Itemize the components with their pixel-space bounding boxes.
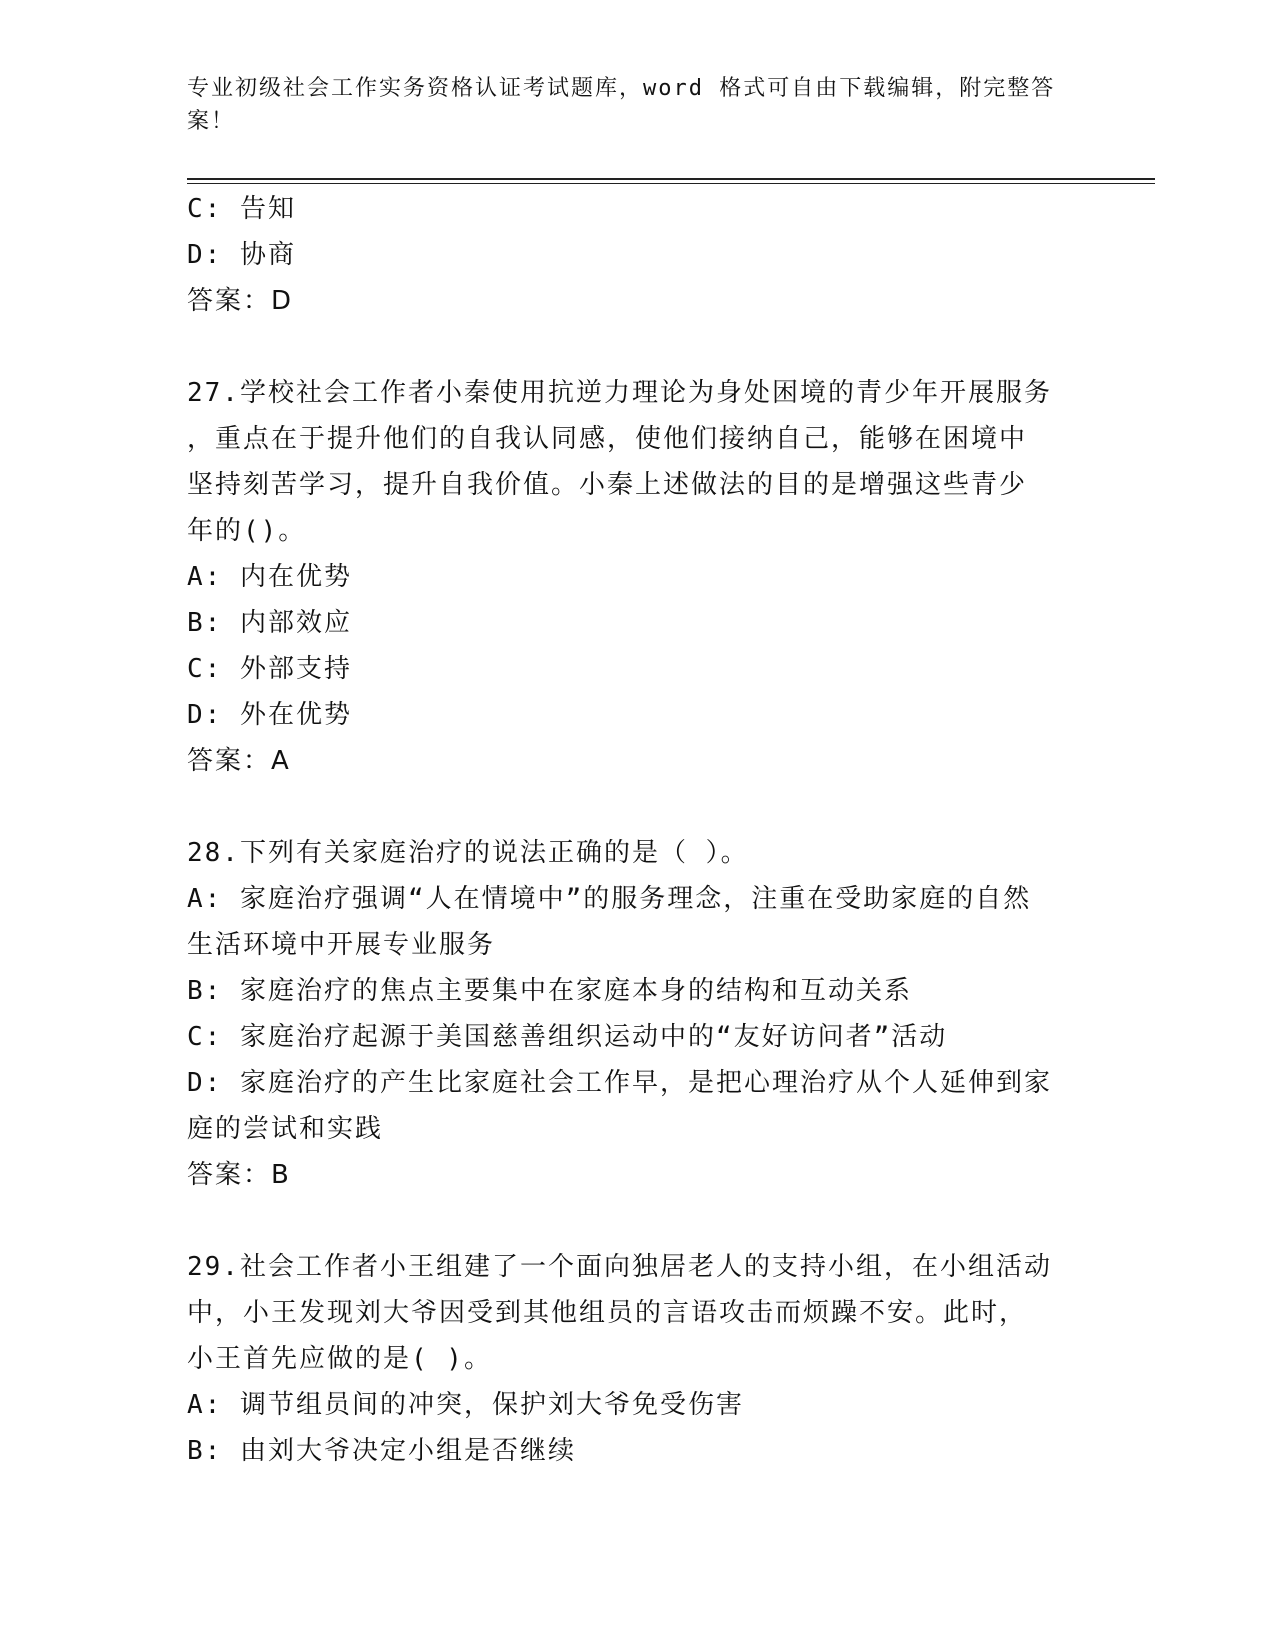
answer-label: 答案：A bbox=[187, 746, 291, 776]
question-stem: 年的()。 bbox=[187, 516, 307, 546]
question-28 bbox=[187, 830, 1087, 1198]
header-line-1: 专业初级社会工作实务资格认证考试题库，word 格式可自由下载编辑，附完整答 bbox=[187, 76, 1056, 101]
page-header bbox=[187, 72, 1077, 138]
option-c: C: 家庭治疗起源于美国慈善组织运动中的“友好访问者”活动 bbox=[187, 1022, 948, 1052]
option-a-continued: 生活环境中开展专业服务 bbox=[187, 930, 496, 960]
option-d: D: 家庭治疗的产生比家庭社会工作早，是把心理治疗从个人延伸到家 bbox=[187, 1068, 1052, 1098]
option-a: A: 家庭治疗强调“人在情境中”的服务理念，注重在受助家庭的自然 bbox=[187, 884, 1032, 914]
spacer bbox=[187, 324, 1087, 370]
question-stem: ，重点在于提升他们的自我认同感，使他们接纳自己，能够在困境中 bbox=[187, 424, 1028, 454]
question-26-tail bbox=[187, 186, 1087, 324]
answer-label: 答案：B bbox=[187, 1160, 291, 1190]
option-a: A: 调节组员间的冲突，保护刘大爷免受伤害 bbox=[187, 1390, 744, 1420]
header-divider-thin bbox=[187, 183, 1155, 184]
header-divider-thick bbox=[187, 178, 1155, 180]
option-d: D: 协商 bbox=[187, 240, 296, 270]
option-b: B: 内部效应 bbox=[187, 608, 352, 638]
question-stem: 中，小王发现刘大爷因受到其他组员的言语攻击而烦躁不安。此时， bbox=[187, 1298, 1028, 1328]
option-b: B: 家庭治疗的焦点主要集中在家庭本身的结构和互动关系 bbox=[187, 976, 912, 1006]
question-stem: 坚持刻苦学习，提升自我价值。小秦上述做法的目的是增强这些青少 bbox=[187, 470, 1028, 500]
question-content bbox=[187, 186, 1087, 1474]
question-stem: 小王首先应做的是( )。 bbox=[187, 1344, 492, 1374]
question-27 bbox=[187, 370, 1087, 784]
question-29 bbox=[187, 1244, 1087, 1474]
option-c: C: 告知 bbox=[187, 194, 296, 224]
option-b: B: 由刘大爷决定小组是否继续 bbox=[187, 1436, 576, 1466]
header-line-2: 案！ bbox=[187, 109, 236, 134]
spacer bbox=[187, 784, 1087, 830]
question-stem: 29.社会工作者小王组建了一个面向独居老人的支持小组，在小组活动 bbox=[187, 1252, 1052, 1282]
option-d: D: 外在优势 bbox=[187, 700, 352, 730]
option-a: A: 内在优势 bbox=[187, 562, 352, 592]
option-d-continued: 庭的尝试和实践 bbox=[187, 1114, 384, 1144]
spacer bbox=[187, 1198, 1087, 1244]
answer-label: 答案：D bbox=[187, 286, 294, 316]
option-c: C: 外部支持 bbox=[187, 654, 352, 684]
question-stem: 27.学校社会工作者小秦使用抗逆力理论为身处困境的青少年开展服务 bbox=[187, 378, 1052, 408]
question-stem: 28.下列有关家庭治疗的说法正确的是（ ）。 bbox=[187, 838, 749, 868]
